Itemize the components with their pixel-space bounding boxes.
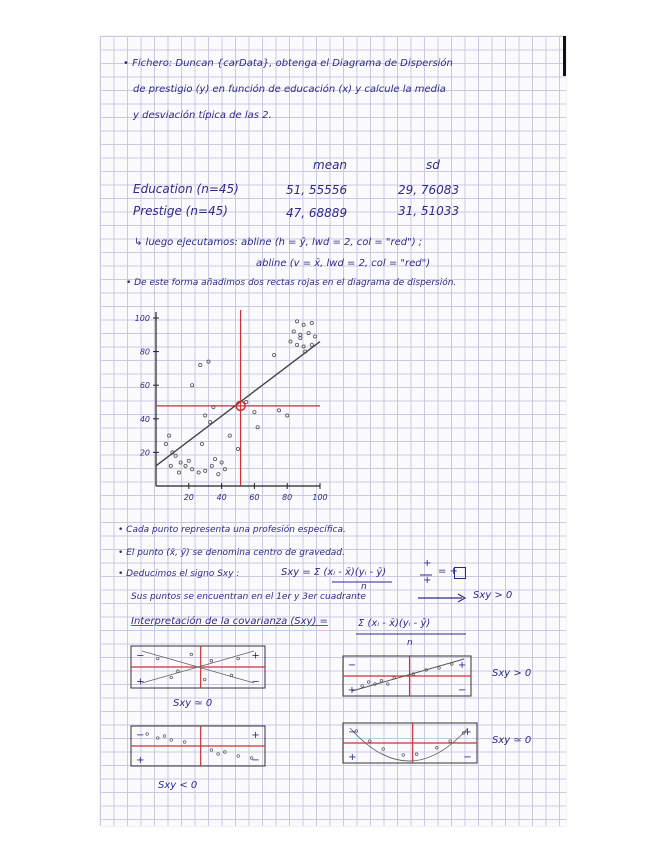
data-point bbox=[210, 464, 213, 467]
plus-sign: + bbox=[136, 754, 145, 766]
data-point bbox=[299, 333, 302, 336]
minus-sign: − bbox=[463, 751, 472, 763]
data-point bbox=[451, 663, 454, 666]
data-point bbox=[310, 321, 313, 324]
data-point bbox=[170, 676, 173, 679]
minus-sign: − bbox=[348, 727, 357, 738]
plus-sign: + bbox=[463, 727, 472, 738]
data-point bbox=[183, 741, 186, 744]
data-point bbox=[369, 740, 372, 743]
data-point bbox=[310, 343, 313, 346]
data-point bbox=[203, 678, 206, 681]
data-point bbox=[177, 670, 180, 673]
quadrant-caption-zero: Sxy ≃ 0 bbox=[173, 698, 213, 709]
plus-sign: + bbox=[136, 676, 145, 688]
y-tick-label: 40 bbox=[139, 414, 150, 424]
scatter-plot bbox=[128, 302, 328, 512]
data-point bbox=[272, 353, 275, 356]
intro-line-2: de prestigio (y) en función de educación (x) y calcule la media bbox=[133, 84, 446, 95]
sxy-formula-den: n bbox=[361, 582, 367, 592]
minus-sign: − bbox=[136, 650, 145, 662]
bullet-centroid: • El punto (x̄, ȳ) se denomina centro de gravedad. bbox=[118, 548, 345, 558]
quadrant-diagram-parabola bbox=[342, 722, 478, 764]
plus-sign: + bbox=[348, 751, 357, 763]
data-point bbox=[289, 340, 292, 343]
row-prestige-mean: 47, 68889 bbox=[286, 206, 348, 220]
data-point bbox=[256, 426, 259, 429]
data-point bbox=[220, 461, 223, 464]
data-point bbox=[199, 363, 202, 366]
quadrant-caption-parabola: Sxy ≃ 0 bbox=[492, 735, 532, 746]
data-point bbox=[302, 323, 305, 326]
sign-result: = + bbox=[438, 566, 458, 577]
x-tick-label: 100 bbox=[312, 493, 328, 502]
data-point bbox=[200, 442, 203, 445]
row-education-sd: 29, 76083 bbox=[398, 183, 460, 197]
data-point bbox=[177, 471, 180, 474]
row-education-label: Education (n=45) bbox=[133, 182, 239, 196]
interpretation-title: Interpretación de la covarianza (Sxy) = bbox=[131, 616, 328, 627]
data-point bbox=[204, 469, 207, 472]
data-point bbox=[449, 740, 452, 743]
plus-sign: + bbox=[251, 730, 260, 741]
data-point bbox=[361, 685, 364, 688]
arrow-icon bbox=[418, 593, 468, 603]
interpretation-formula: Σ (xᵢ - x̄)(yᵢ - ȳ) bbox=[358, 618, 431, 629]
data-point bbox=[169, 464, 172, 467]
data-point bbox=[190, 653, 193, 656]
row-prestige-label: Prestige (n=45) bbox=[133, 204, 228, 218]
interpretation-den: n bbox=[407, 638, 413, 648]
data-point bbox=[157, 657, 160, 660]
page-edge-mark bbox=[563, 36, 566, 76]
table-header-mean: mean bbox=[313, 158, 348, 172]
data-point bbox=[307, 332, 310, 335]
data-point bbox=[207, 360, 210, 363]
data-point bbox=[209, 421, 212, 424]
y-tick-label: 60 bbox=[139, 381, 150, 391]
y-tick-label: 100 bbox=[134, 314, 150, 323]
x-tick-label: 60 bbox=[249, 493, 260, 502]
result-box bbox=[454, 567, 466, 579]
data-point bbox=[295, 320, 298, 323]
data-point bbox=[170, 739, 173, 742]
data-point bbox=[168, 434, 171, 437]
trend-line bbox=[352, 659, 467, 691]
data-point bbox=[174, 454, 177, 457]
interpretation-bar bbox=[356, 633, 466, 636]
data-point bbox=[245, 400, 248, 403]
data-point bbox=[286, 414, 289, 417]
x-tick-label: 20 bbox=[183, 493, 194, 502]
data-point bbox=[415, 753, 418, 756]
data-point bbox=[436, 747, 439, 750]
data-point bbox=[277, 409, 280, 412]
trend-curve bbox=[350, 728, 468, 761]
data-point bbox=[184, 464, 187, 467]
table-header-sd: sd bbox=[426, 158, 440, 172]
plus-sign: + bbox=[457, 660, 467, 671]
intro-line-1: • Fichero: Duncan {carData}, obtenga el Diagrama de Dispersión bbox=[123, 58, 453, 69]
data-point bbox=[146, 733, 149, 736]
data-point bbox=[236, 447, 239, 450]
data-point bbox=[228, 434, 231, 437]
code-line-2: abline (v = x̄, lwd = 2, col = "red") bbox=[256, 258, 431, 269]
quadrant-caption-negative: Sxy < 0 bbox=[158, 780, 198, 791]
data-point bbox=[213, 458, 216, 461]
data-point bbox=[164, 442, 167, 445]
data-point bbox=[187, 459, 190, 462]
minus-sign: − bbox=[347, 660, 357, 671]
minus-sign: − bbox=[251, 754, 260, 766]
data-point bbox=[217, 753, 220, 756]
plus-sign: + bbox=[347, 684, 357, 696]
data-point bbox=[190, 468, 193, 471]
data-point bbox=[295, 343, 298, 346]
data-point bbox=[223, 468, 226, 471]
intro-line-3: y desviación típica de las 2. bbox=[133, 110, 272, 121]
data-point bbox=[299, 337, 302, 340]
data-point bbox=[224, 751, 227, 754]
data-point bbox=[197, 471, 200, 474]
frac-den-sign: + bbox=[423, 575, 432, 586]
bullet-sign-label: • Deducimos el signo Sxy : bbox=[118, 569, 240, 579]
data-point bbox=[217, 473, 220, 476]
data-point bbox=[382, 748, 385, 751]
minus-sign: − bbox=[457, 684, 467, 696]
x-tick-label: 80 bbox=[282, 493, 293, 502]
minus-sign: − bbox=[136, 730, 145, 741]
data-point bbox=[179, 461, 182, 464]
quadrant-diagram-negative bbox=[130, 725, 266, 767]
data-point bbox=[204, 414, 207, 417]
data-point bbox=[292, 330, 295, 333]
y-tick-label: 80 bbox=[139, 347, 150, 357]
quadrant-statement: Sus puntos se encuentran en el 1er y 3er cuadrante bbox=[131, 592, 366, 602]
x-tick-label: 40 bbox=[216, 493, 227, 502]
data-point bbox=[163, 735, 166, 738]
data-point bbox=[237, 657, 240, 660]
data-point bbox=[302, 345, 305, 348]
data-point bbox=[157, 737, 160, 740]
data-point bbox=[402, 754, 405, 757]
data-point bbox=[438, 667, 441, 670]
sxy-formula: Sxy = Σ (xᵢ - x̄)(yᵢ - ȳ) bbox=[281, 567, 387, 578]
bullet-each-point: • Cada punto representa una profesión específica. bbox=[118, 525, 346, 535]
quadrant-diagram-zero bbox=[130, 645, 266, 689]
data-point bbox=[387, 683, 390, 686]
row-education-mean: 51, 55556 bbox=[286, 183, 348, 197]
data-point bbox=[253, 410, 256, 413]
data-point bbox=[237, 755, 240, 758]
data-point bbox=[210, 659, 213, 662]
data-point bbox=[313, 335, 316, 338]
quadrant-caption-positive: Sxy > 0 bbox=[492, 668, 532, 679]
quadrant-result: Sxy > 0 bbox=[473, 590, 513, 601]
y-tick-label: 20 bbox=[139, 448, 150, 458]
data-point bbox=[380, 680, 383, 683]
frac-num-sign: + bbox=[423, 558, 432, 569]
code-line-1: ↳ luego ejecutamos: abline (h = ȳ, lwd = 2, col = "red") ; bbox=[134, 237, 423, 248]
data-point bbox=[190, 384, 193, 387]
scatter-note: • De este forma añadimos dos rectas rojas en el diagrama de dispersión. bbox=[126, 278, 457, 288]
data-point bbox=[367, 681, 370, 684]
row-prestige-sd: 31, 51033 bbox=[398, 204, 460, 218]
data-point bbox=[210, 749, 213, 752]
minus-sign: − bbox=[251, 676, 260, 688]
plus-sign: + bbox=[251, 650, 260, 662]
quadrant-diagram-positive bbox=[342, 655, 472, 697]
